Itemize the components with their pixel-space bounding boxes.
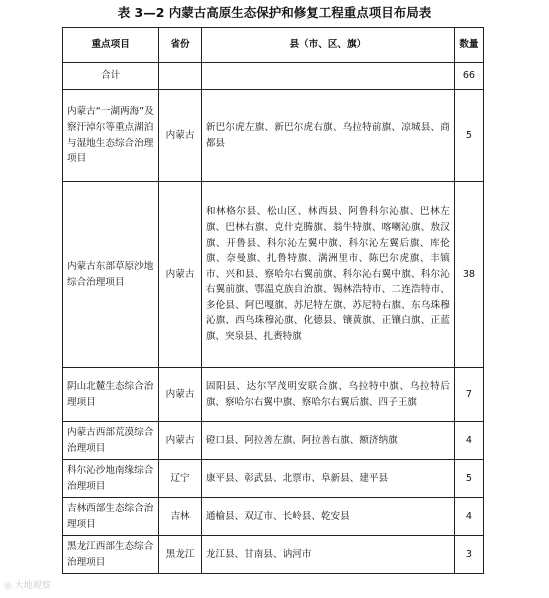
- project-count: 5: [454, 460, 483, 498]
- table-row: [63, 368, 484, 422]
- table-row: [63, 536, 484, 574]
- project-layout-table: [62, 27, 484, 574]
- table-row: [63, 460, 484, 498]
- header-county: 县（市、区、旗）: [201, 28, 454, 63]
- project-name: 内蒙古东部草原沙地综合治理项目: [63, 182, 159, 368]
- total-label: 合计: [63, 63, 159, 90]
- counties: 龙江县、甘南县、讷河市: [201, 536, 454, 574]
- counties: 固阳县、达尔罕茂明安联合旗、乌拉特中旗、乌拉特后旗、察哈尔右翼中旗、察哈尔右翼后旗、四子王旗: [201, 368, 454, 422]
- total-row: [63, 63, 484, 90]
- table-row: [63, 90, 484, 182]
- project-count: 7: [454, 368, 483, 422]
- province: 内蒙古: [159, 368, 202, 422]
- province: 内蒙古: [159, 182, 202, 368]
- counties: 磴口县、阿拉善左旗、阿拉善右旗、额济纳旗: [201, 422, 454, 460]
- project-count: 4: [454, 498, 483, 536]
- header-project: 重点项目: [63, 28, 159, 63]
- project-name: 内蒙古“一湖两海”及察汗淖尔等重点湖泊与湿地生态综合治理项目: [63, 90, 159, 182]
- table-caption: 表 3—2 内蒙古高原生态保护和修复工程重点项目布局表: [117, 5, 432, 20]
- province: 吉林: [159, 498, 202, 536]
- counties: 康平县、彰武县、北票市、阜新县、建平县: [201, 460, 454, 498]
- header-count: 数量: [454, 28, 483, 63]
- table-row: [63, 182, 484, 368]
- header-row: [63, 28, 484, 63]
- project-name: 科尔沁沙地南缘综合治理项目: [63, 460, 159, 498]
- table-row: [63, 498, 484, 536]
- watermark: [4, 580, 51, 592]
- project-count: 3: [454, 536, 483, 574]
- header-province: 省份: [159, 28, 202, 63]
- camera-icon: ◎: [4, 581, 12, 591]
- counties: 新巴尔虎左旗、新巴尔虎右旗、乌拉特前旗、凉城县、商都县: [201, 90, 454, 182]
- province: 辽宁: [159, 460, 202, 498]
- province: 黑龙江: [159, 536, 202, 574]
- project-count: 4: [454, 422, 483, 460]
- project-name: 吉林西部生态综合治理项目: [63, 498, 159, 536]
- project-count: 38: [454, 182, 483, 368]
- watermark-text: 大地观察: [14, 581, 51, 591]
- table-row: [63, 422, 484, 460]
- total-count: 66: [454, 63, 483, 90]
- counties: 和林格尔县、松山区、林西县、阿鲁科尔沁旗、巴林左旗、巴林右旗、克什克腾旗、翁牛特旗、喀喇沁旗、敖汉旗、开鲁县、科尔沁左翼中旗、科尔沁左翼后旗、库伦旗、奈曼旗、扎鲁特旗、满洲里市、陈巴尔虎旗、丰镇市、兴和县、察哈尔右翼前旗、科尔沁右翼中旗、科尔沁右翼前旗、鄂温克族自治旗、锡林浩特市、二连浩特市、多伦县、阿巴嘎旗、苏尼特左旗、苏尼特右旗、东乌珠穆沁旗、西乌珠穆沁旗、化德县、镶黄旗、正镶白旗、正蓝旗、突泉县、扎赉特旗: [201, 182, 454, 368]
- project-name: 黑龙江西部生态综合治理项目: [63, 536, 159, 574]
- project-count: 5: [454, 90, 483, 182]
- province: 内蒙古: [159, 422, 202, 460]
- project-name: 内蒙古西部荒漠综合治理项目: [63, 422, 159, 460]
- province: 内蒙古: [159, 90, 202, 182]
- counties: 通榆县、双辽市、长岭县、乾安县: [201, 498, 454, 536]
- total-county-empty: [201, 63, 454, 90]
- project-name: 阴山北麓生态综合治理项目: [63, 368, 159, 422]
- total-province-empty: [159, 63, 202, 90]
